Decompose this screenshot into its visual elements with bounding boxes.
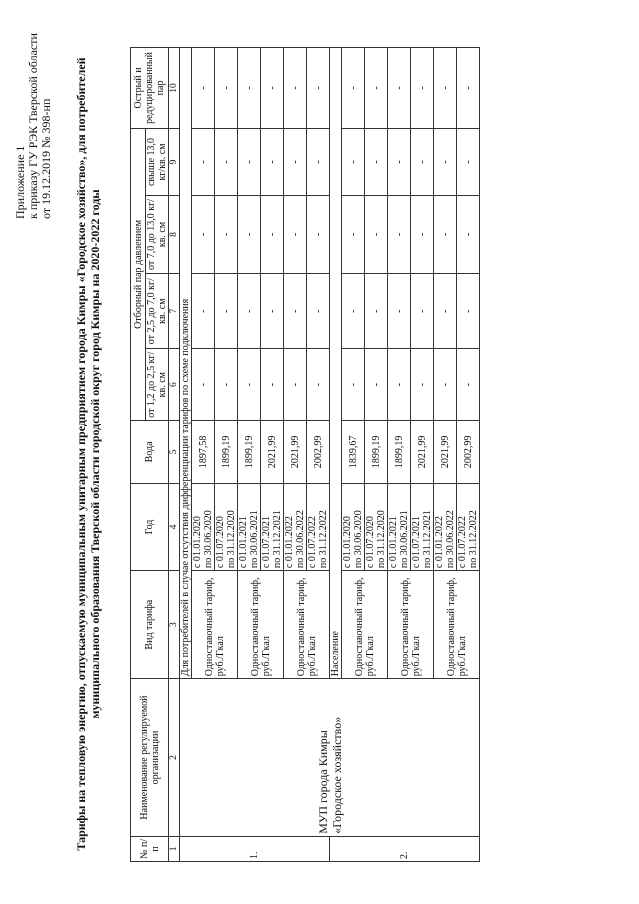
header-pressure-1: от 1,2 до 2,5 кг/кв. см: [146, 349, 169, 420]
steam-tariff-value: -: [457, 196, 480, 274]
header-row-1: [131, 48, 146, 862]
water-tariff-value: 2021,99: [411, 420, 434, 483]
period-to: по 30.06.2021: [249, 510, 260, 569]
water-tariff-value: 1897,58: [192, 420, 215, 483]
water-tariff-value: 2002,99: [457, 420, 480, 483]
col-number: 5: [169, 420, 180, 483]
water-tariff-value: 2002,99: [307, 420, 330, 483]
steam-tariff-value: -: [411, 128, 434, 195]
period-cell: [307, 483, 330, 570]
period-to: по 31.12.2022: [318, 510, 329, 569]
period-cell: [261, 483, 284, 570]
steam-tariff-value: -: [411, 349, 434, 420]
col-number: 9: [169, 128, 180, 195]
steam-tariff-value: -: [284, 273, 307, 349]
steam-tariff-value: -: [434, 349, 457, 420]
period-to: по 30.06.2021: [399, 510, 410, 569]
period-to: по 30.06.2022: [445, 510, 456, 569]
steam-tariff-value: -: [307, 128, 330, 195]
steam-tariff-value: -: [411, 48, 434, 129]
steam-tariff-value: -: [365, 196, 388, 274]
period-from: с 01.01.2021: [388, 516, 399, 569]
steam-tariff-value: -: [215, 273, 238, 349]
steam-tariff-value: -: [434, 128, 457, 195]
period-from: с 01.07.2020: [365, 516, 376, 569]
steam-tariff-value: -: [284, 349, 307, 420]
period-cell: [365, 483, 388, 570]
water-tariff-value: 1899,19: [388, 420, 411, 483]
period-cell: [284, 483, 307, 570]
organization-name: МУП города Кимры «Городское хозяйство»: [180, 679, 480, 837]
appendix-line-2: к приказу ГУ РЭК Тверской области: [26, 33, 40, 219]
tariff-table: [130, 47, 480, 862]
steam-tariff-value: -: [388, 128, 411, 195]
water-tariff-value: 1899,19: [215, 420, 238, 483]
steam-tariff-value: -: [388, 273, 411, 349]
col-number: 2: [169, 679, 180, 837]
steam-tariff-value: -: [192, 196, 215, 274]
tariff-kind: Одноставочный тариф, руб./Гкал: [192, 571, 238, 679]
period-from: с 01.07.2020: [215, 516, 226, 569]
period-from: с 01.01.2020: [192, 516, 203, 569]
period-to: по 30.06.2022: [295, 510, 306, 569]
tariff-kind: Одноставочный тариф, руб./Гкал: [342, 571, 388, 679]
steam-tariff-value: -: [238, 349, 261, 420]
steam-tariff-value: -: [457, 273, 480, 349]
water-tariff-value: 1899,19: [238, 420, 261, 483]
period-to: по 31.12.2021: [422, 510, 433, 569]
tariff-kind: Одноставочный тариф, руб./Гкал: [434, 571, 480, 679]
steam-tariff-value: -: [238, 273, 261, 349]
steam-tariff-value: -: [411, 273, 434, 349]
period-to: по 31.12.2020: [226, 510, 237, 569]
water-tariff-value: 1899,19: [365, 420, 388, 483]
header-pressure-4: свыше 13,0 кг/кв. см: [146, 128, 169, 195]
water-tariff-value: 2021,99: [434, 420, 457, 483]
period-from: с 01.01.2022: [434, 516, 445, 569]
steam-tariff-value: -: [215, 128, 238, 195]
tariff-kind: Одноставочный тариф, руб./Гкал: [388, 571, 434, 679]
steam-tariff-value: -: [284, 48, 307, 129]
appendix-line-3: от 19.12.2019 № 398-нп: [39, 98, 53, 219]
period-to: по 30.06.2020: [203, 510, 214, 569]
period-cell: [215, 483, 238, 570]
period-cell: [434, 483, 457, 570]
steam-tariff-value: -: [411, 196, 434, 274]
steam-tariff-value: -: [457, 128, 480, 195]
water-tariff-value: 1839,67: [342, 420, 365, 483]
steam-tariff-value: -: [261, 196, 284, 274]
period-cell: [238, 483, 261, 570]
tariff-table-body: [131, 48, 480, 862]
header-kind: Вид тарифа: [131, 571, 169, 679]
steam-tariff-value: -: [307, 273, 330, 349]
period-to: по 30.06.2020: [353, 510, 364, 569]
header-pressure-2: от 2,5 до 7,0 кг/кв. см: [146, 273, 169, 349]
section-number: 1.: [180, 836, 330, 861]
col-number: 8: [169, 196, 180, 274]
steam-tariff-value: -: [215, 48, 238, 129]
header-steam-group: Отборный пар давлением: [131, 128, 146, 420]
steam-tariff-value: -: [307, 349, 330, 420]
steam-tariff-value: -: [365, 273, 388, 349]
steam-tariff-value: -: [192, 48, 215, 129]
period-to: по 31.12.2022: [468, 510, 479, 569]
steam-tariff-value: -: [365, 349, 388, 420]
col-number: 7: [169, 273, 180, 349]
water-tariff-value: 2021,99: [284, 420, 307, 483]
steam-tariff-value: -: [388, 196, 411, 274]
water-tariff-value: 2021,99: [261, 420, 284, 483]
col-number: 6: [169, 349, 180, 420]
steam-tariff-value: -: [342, 273, 365, 349]
header-num: № п/п: [131, 836, 169, 861]
steam-tariff-value: -: [365, 128, 388, 195]
steam-tariff-value: -: [215, 349, 238, 420]
steam-tariff-value: -: [342, 128, 365, 195]
steam-tariff-value: -: [261, 128, 284, 195]
period-from: с 01.01.2020: [342, 516, 353, 569]
period-to: по 31.12.2021: [272, 510, 283, 569]
period-from: с 01.07.2022: [457, 516, 468, 569]
section-note: Население: [330, 48, 342, 679]
title-line-1: Тарифы на тепловую энергию, отпускаемую муниципальным унитарным предприятием города Кимры «Городское хозяйство», для потребителей: [74, 57, 88, 851]
column-number-row: [169, 48, 180, 862]
appendix-line-1: Приложение 1: [13, 145, 27, 219]
steam-tariff-value: -: [457, 48, 480, 129]
steam-tariff-value: -: [284, 196, 307, 274]
steam-tariff-value: -: [434, 48, 457, 129]
col-number: 4: [169, 483, 180, 570]
period-from: с 01.07.2021: [261, 516, 272, 569]
steam-tariff-value: -: [457, 349, 480, 420]
period-cell: [192, 483, 215, 570]
tariff-kind: Одноставочный тариф, руб./Гкал: [284, 571, 330, 679]
title-line-2: муниципального образования Тверской области городской округ город Кимры на 2020-2022 годы: [87, 189, 102, 719]
header-pressure-3: от 7,0 до 13,0 кг/кв. см: [146, 196, 169, 274]
header-water: Вода: [131, 420, 169, 483]
period-from: с 01.07.2022: [307, 516, 318, 569]
col-number: 3: [169, 571, 180, 679]
period-cell: [388, 483, 411, 570]
steam-tariff-value: -: [307, 48, 330, 129]
header-hot-steam: Острый и редуцированный пар: [131, 48, 169, 129]
steam-tariff-value: -: [192, 128, 215, 195]
steam-tariff-value: -: [261, 273, 284, 349]
section-note-row: [180, 48, 192, 862]
steam-tariff-value: -: [342, 196, 365, 274]
section-note: Для потребителей в случае отсутствия дифференциации тарифов по схеме подключения: [180, 48, 192, 679]
document-title: [75, 44, 102, 864]
steam-tariff-value: -: [238, 128, 261, 195]
period-from: с 01.01.2022: [284, 516, 295, 569]
header-org: Наименование регулируемой организации: [131, 679, 169, 837]
steam-tariff-value: -: [342, 349, 365, 420]
tariff-kind: Одноставочный тариф, руб./Гкал: [238, 571, 284, 679]
steam-tariff-value: -: [238, 196, 261, 274]
steam-tariff-value: -: [365, 48, 388, 129]
steam-tariff-value: -: [434, 196, 457, 274]
steam-tariff-value: -: [261, 48, 284, 129]
steam-tariff-value: -: [261, 349, 284, 420]
steam-tariff-value: -: [284, 128, 307, 195]
header-year: Год: [131, 483, 169, 570]
steam-tariff-value: -: [388, 349, 411, 420]
period-from: с 01.01.2021: [238, 516, 249, 569]
period-cell: [457, 483, 480, 570]
col-number: 1: [169, 836, 180, 861]
period-cell: [342, 483, 365, 570]
steam-tariff-value: -: [342, 48, 365, 129]
steam-tariff-value: -: [192, 273, 215, 349]
period-to: по 31.12.2020: [376, 510, 387, 569]
steam-tariff-value: -: [307, 196, 330, 274]
steam-tariff-value: -: [388, 48, 411, 129]
section-number: 2.: [330, 836, 480, 861]
steam-tariff-value: -: [238, 48, 261, 129]
steam-tariff-value: -: [192, 349, 215, 420]
period-cell: [411, 483, 434, 570]
appendix-block: [14, 14, 53, 219]
period-from: с 01.07.2021: [411, 516, 422, 569]
steam-tariff-value: -: [434, 273, 457, 349]
steam-tariff-value: -: [215, 196, 238, 274]
col-number: 10: [169, 48, 180, 129]
